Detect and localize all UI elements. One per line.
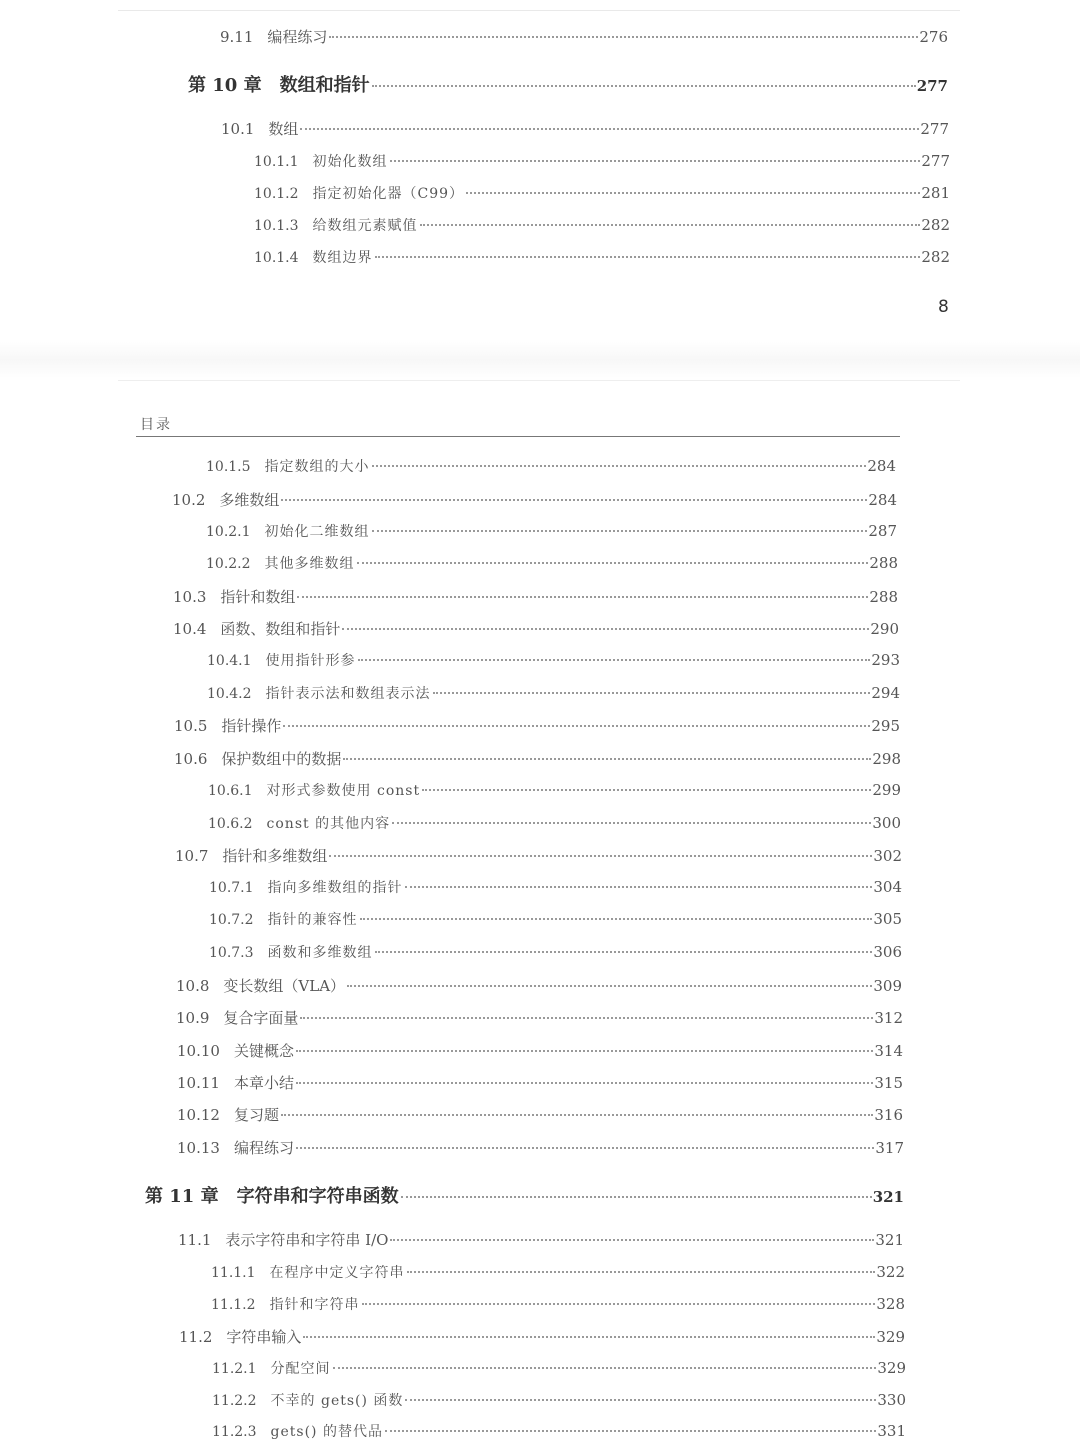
leader-dots [401, 1196, 872, 1198]
leader-dots [303, 1336, 875, 1338]
toc-title: 指定数组的大小 [264, 459, 370, 475]
toc-title: 不幸的 gets() 函数 [270, 1393, 404, 1409]
toc-chapter-entry [188, 71, 948, 97]
toc-entry [212, 1421, 906, 1441]
toc-number: 10.13 [177, 1139, 220, 1157]
toc-number: 9.11 [220, 28, 254, 46]
toc-page: 329 [876, 1328, 905, 1346]
toc-entry [179, 1326, 905, 1347]
toc-number: 10.4 [173, 620, 207, 638]
toc-number: 第 11 章 [145, 1186, 219, 1207]
leader-dots [283, 725, 870, 727]
toc-entry [176, 975, 902, 996]
toc-number: 10.8 [176, 977, 210, 995]
toc-page: 293 [871, 651, 900, 669]
toc-entry [209, 909, 902, 929]
leader-dots [385, 1430, 876, 1432]
leader-dots [362, 1303, 876, 1305]
toc-entry [206, 521, 897, 541]
toc-title: 函数和多维数组 [267, 945, 373, 961]
leader-dots [405, 886, 873, 888]
toc-number: 10.4.2 [207, 686, 252, 702]
toc-page: 329 [877, 1359, 906, 1377]
toc-title: 保护数组中的数据 [221, 750, 342, 768]
toc-title: 指针操作 [221, 717, 282, 735]
toc-number: 10.1.1 [254, 154, 299, 170]
toc-page: 298 [872, 750, 901, 768]
leader-dots [422, 789, 871, 791]
toc-number: 10.1 [221, 120, 255, 138]
toc-number: 10.12 [177, 1106, 220, 1124]
toc-title: 复习题 [233, 1106, 279, 1124]
toc-entry [220, 26, 948, 47]
toc-title: 编程练习 [267, 28, 328, 46]
toc-title: 数组边界 [312, 250, 373, 266]
toc-page: 321 [875, 1231, 904, 1249]
toc-entry [254, 183, 950, 203]
toc-entry [212, 1390, 906, 1410]
leader-dots [390, 160, 921, 162]
toc-number: 10.6.2 [208, 816, 253, 832]
toc-page: 305 [873, 910, 902, 928]
toc-number: 10.1.4 [254, 250, 299, 266]
toc-page: 287 [868, 522, 897, 540]
toc-title: 字符串输入 [226, 1328, 302, 1346]
toc-number: 11.2.3 [212, 1424, 257, 1440]
toc-page: 284 [868, 491, 897, 509]
leader-dots [392, 822, 871, 824]
toc-page: 284 [867, 457, 896, 475]
leader-dots [296, 1050, 873, 1052]
toc-page: 309 [873, 977, 902, 995]
toc-page: 317 [875, 1139, 904, 1157]
leader-dots [296, 1082, 873, 1084]
toc-title: 对形式参数使用 const [266, 783, 421, 799]
toc-number: 11.2.1 [212, 1361, 257, 1377]
leader-dots [347, 985, 872, 987]
leader-dots [297, 596, 868, 598]
toc-number: 10.6 [174, 750, 208, 768]
toc-title: 指针表示法和数组表示法 [265, 686, 431, 702]
toc-number: 10.7.2 [209, 912, 254, 928]
leader-dots [405, 1399, 876, 1401]
toc-entry [209, 877, 902, 897]
toc-number: 10.4.1 [207, 653, 252, 669]
toc-page: 276 [919, 28, 948, 46]
toc-number: 10.1.3 [254, 218, 299, 234]
toc-entry [174, 715, 900, 736]
toc-entry [178, 1229, 904, 1250]
leader-dots [296, 1147, 874, 1149]
toc-page: 290 [870, 620, 899, 638]
toc-number: 10.2.2 [206, 556, 251, 572]
toc-page: 330 [877, 1391, 906, 1409]
leader-dots [420, 224, 921, 226]
toc-number: 10.7 [175, 847, 209, 865]
toc-entry [173, 586, 898, 607]
leader-dots [372, 530, 868, 532]
header-rule [136, 436, 900, 437]
toc-title: 初始化二维数组 [264, 524, 370, 540]
toc-entry [174, 748, 901, 769]
toc-title: 字符串和字符串函数 [236, 1186, 399, 1207]
toc-title: 其他多维数组 [264, 556, 355, 572]
toc-number: 10.6.1 [208, 783, 253, 799]
toc-title: 多维数组 [219, 491, 280, 509]
toc-number: 10.9 [176, 1009, 210, 1027]
toc-entry [212, 1358, 906, 1378]
toc-number: 第 10 章 [188, 75, 262, 96]
toc-page: 316 [874, 1106, 903, 1124]
toc-number: 11.2.2 [212, 1393, 257, 1409]
toc-title: 初始化数组 [312, 154, 388, 170]
toc-title: const 的其他内容 [266, 816, 391, 832]
toc-title: 变长数组（VLA） [223, 977, 346, 995]
leader-dots [407, 1271, 876, 1273]
toc-page: 321 [872, 1188, 904, 1206]
page-number: 8 [938, 297, 949, 317]
leader-dots [375, 256, 921, 258]
toc-entry [177, 1137, 904, 1158]
toc-page: 322 [876, 1263, 905, 1281]
toc-page: 300 [872, 814, 901, 832]
toc-title: 函数、数组和指针 [220, 620, 341, 638]
toc-page: 282 [921, 216, 950, 234]
toc-entry [254, 247, 950, 267]
toc-page: 312 [874, 1009, 903, 1027]
toc-title: 数组 [268, 120, 299, 138]
toc-number: 10.7.3 [209, 945, 254, 961]
toc-number: 11.1 [178, 1231, 212, 1249]
toc-entry [177, 1104, 903, 1125]
leader-dots [372, 465, 867, 467]
toc-page: 294 [871, 684, 900, 702]
toc-page: 315 [874, 1074, 903, 1092]
toc-page: 302 [873, 847, 902, 865]
toc-page: 277 [916, 77, 948, 95]
leader-dots [343, 758, 871, 760]
toc-number: 10.5 [174, 717, 208, 735]
toc-title: 指针和多维数组 [222, 847, 328, 865]
toc-page: 277 [920, 120, 949, 138]
toc-entry [211, 1262, 905, 1282]
toc-number: 11.1.2 [211, 1297, 256, 1313]
toc-page: 306 [873, 943, 902, 961]
leader-dots [281, 1114, 873, 1116]
toc-title: gets() 的替代品 [270, 1424, 383, 1440]
toc-number: 10.1.2 [254, 186, 299, 202]
leader-dots [360, 918, 873, 920]
toc-title: 给数组元素赋值 [312, 218, 418, 234]
toc-page: 288 [869, 554, 898, 572]
toc-entry [208, 813, 901, 833]
toc-entry [208, 780, 901, 800]
toc-entry [173, 618, 899, 639]
toc-title: 指向多维数组的指针 [267, 880, 403, 896]
toc-title: 指针和数组 [220, 588, 296, 606]
leader-dots [358, 659, 871, 661]
toc-number: 11.2 [179, 1328, 213, 1346]
toc-entry [211, 1294, 905, 1314]
toc-number: 10.2 [172, 491, 206, 509]
toc-entry [206, 456, 896, 476]
toc-title: 复合字面量 [223, 1009, 299, 1027]
toc-number: 10.2.1 [206, 524, 251, 540]
leader-dots [329, 36, 918, 38]
toc-entry [206, 553, 898, 573]
toc-entry [177, 1072, 903, 1093]
toc-title: 本章小结 [233, 1074, 294, 1092]
leader-dots [357, 562, 869, 564]
toc-title: 编程练习 [233, 1139, 294, 1157]
leader-dots [329, 855, 872, 857]
page-gap [0, 342, 1080, 378]
toc-page: 288 [869, 588, 898, 606]
toc-title: 表示字符串和字符串 I/O [225, 1231, 389, 1249]
toc-page: 314 [874, 1042, 903, 1060]
toc-page: 277 [921, 152, 950, 170]
toc-title: 指针和字符串 [269, 1297, 360, 1313]
toc-number: 10.7.1 [209, 880, 254, 896]
toc-page: 281 [921, 184, 950, 202]
leader-dots [300, 128, 919, 130]
top-page [118, 10, 960, 341]
toc-entry [207, 683, 900, 703]
leader-dots [342, 628, 869, 630]
toc-page: 304 [873, 878, 902, 896]
toc-number: 10.11 [177, 1074, 220, 1092]
toc-entry [207, 650, 900, 670]
leader-dots [466, 192, 920, 194]
toc-title: 指定初始化器（C99） [312, 186, 465, 202]
toc-page: 295 [871, 717, 900, 735]
toc-title: 在程序中定义字符串 [269, 1265, 405, 1281]
toc-title: 数组和指针 [279, 75, 370, 96]
toc-number: 11.1.1 [211, 1265, 256, 1281]
leader-dots [333, 1367, 877, 1369]
leader-dots [300, 1017, 873, 1019]
toc-entry [175, 845, 902, 866]
leader-dots [390, 1239, 874, 1241]
toc-entry [221, 118, 949, 139]
toc-title: 使用指针形参 [265, 653, 356, 669]
leader-dots [375, 951, 873, 953]
toc-entry [209, 942, 902, 962]
toc-title: 关键概念 [233, 1042, 294, 1060]
toc-number: 10.10 [177, 1042, 220, 1060]
toc-entry [176, 1007, 903, 1028]
toc-entry [254, 215, 950, 235]
toc-title: 指针的兼容性 [267, 912, 358, 928]
leader-dots [281, 499, 867, 501]
toc-chapter-entry [145, 1182, 904, 1208]
leader-dots [433, 692, 871, 694]
toc-page: 282 [921, 248, 950, 266]
leader-dots [372, 85, 916, 87]
running-head: 目录 [140, 417, 172, 433]
toc-entry [172, 489, 897, 510]
toc-page: 328 [876, 1295, 905, 1313]
toc-number: 10.3 [173, 588, 207, 606]
toc-entry [254, 151, 950, 171]
toc-title: 分配空间 [270, 1361, 331, 1377]
toc-page: 299 [872, 781, 901, 799]
toc-number: 10.1.5 [206, 459, 251, 475]
toc-page: 331 [877, 1422, 906, 1440]
toc-entry [177, 1040, 903, 1061]
